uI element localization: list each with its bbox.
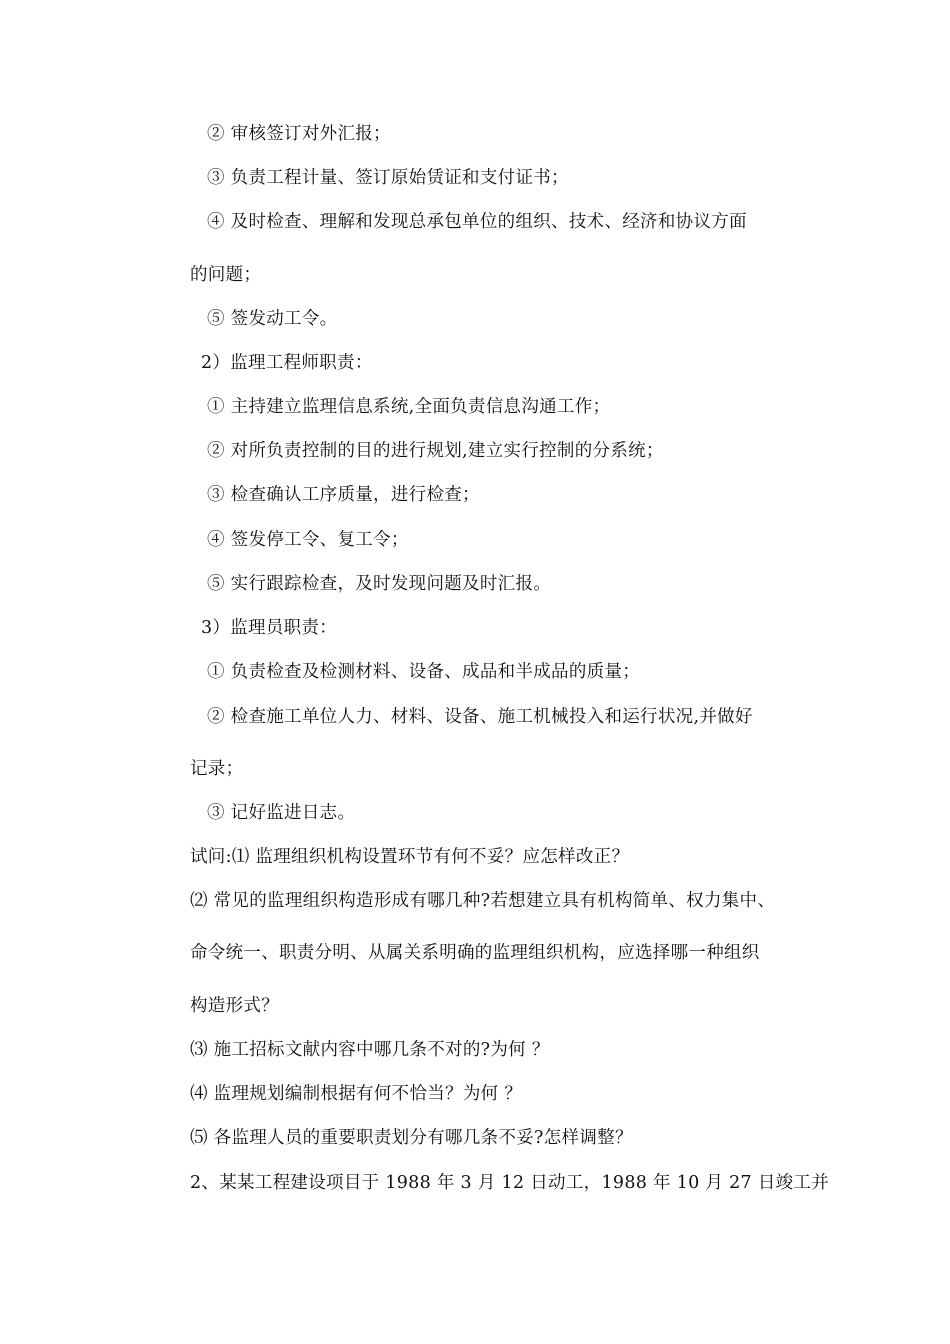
section-heading: 3）监理员职责： [201,618,338,638]
text-line: 记录； [190,759,244,779]
text-line: ③ 检查确认工序质量，进行检查； [207,485,480,505]
text-line: 的问题； [190,265,262,285]
text-line: ③ 负责工程计量、签订原始赁证和支付证书； [207,168,569,188]
section-heading: 2）监理工程师职责： [201,353,373,373]
question-line: 构造形式？ [190,996,279,1016]
text-line: ② 对所负责控制的目的进行规划,建立实行控制的分系统； [207,441,664,461]
text-line: ④ 签发停工令、复工令； [207,530,409,550]
question-line: 试问:⑴ 监理组织机构设置环节有何不妥？应怎样改正？ [190,847,630,867]
text-line: ⑤ 签发动工令。 [207,309,338,329]
text-line: ⑤ 实行跟踪检查，及时发现问题及时汇报。 [207,574,552,594]
question-line: ⑶ 施工招标文献内容中哪几条不对的?为何 ？ [190,1040,550,1060]
text-line: ② 检查施工单位人力、材料、设备、施工机械投入和运行状况,并做好 [207,707,753,727]
text-line: ③ 记好监进日志。 [207,803,356,823]
text-line: ① 主持建立监理信息系统,全面负责信息沟通工作； [207,397,611,417]
question-line: ⑵ 常见的监理组织构造形成有哪几种?若想建立具有机构简单、权力集中、 [190,891,776,911]
question-line: ⑸ 各监理人员的重要职责划分有哪几条不妥?怎样调整？ [190,1128,633,1148]
case-intro-line: 2、某某工程建设项目于 1988 年 3 月 12 日动工，1988 年 10 月 27 日竣工并 [190,1173,830,1193]
text-line: ① 负责检查及检测材料、设备、成品和半成品的质量； [207,662,641,682]
question-line: ⑷ 监理规划编制根据有何不恰当？为何 ？ [190,1084,523,1104]
text-line: ② 审核签订对外汇报； [207,124,391,144]
question-line: 命令统一、职责分明、从属关系明确的监理组织机构，应选择哪一种组织 [190,943,760,963]
text-line: ④ 及时检查、理解和发现总承包单位的组织、技术、经济和协议方面 [207,212,747,232]
